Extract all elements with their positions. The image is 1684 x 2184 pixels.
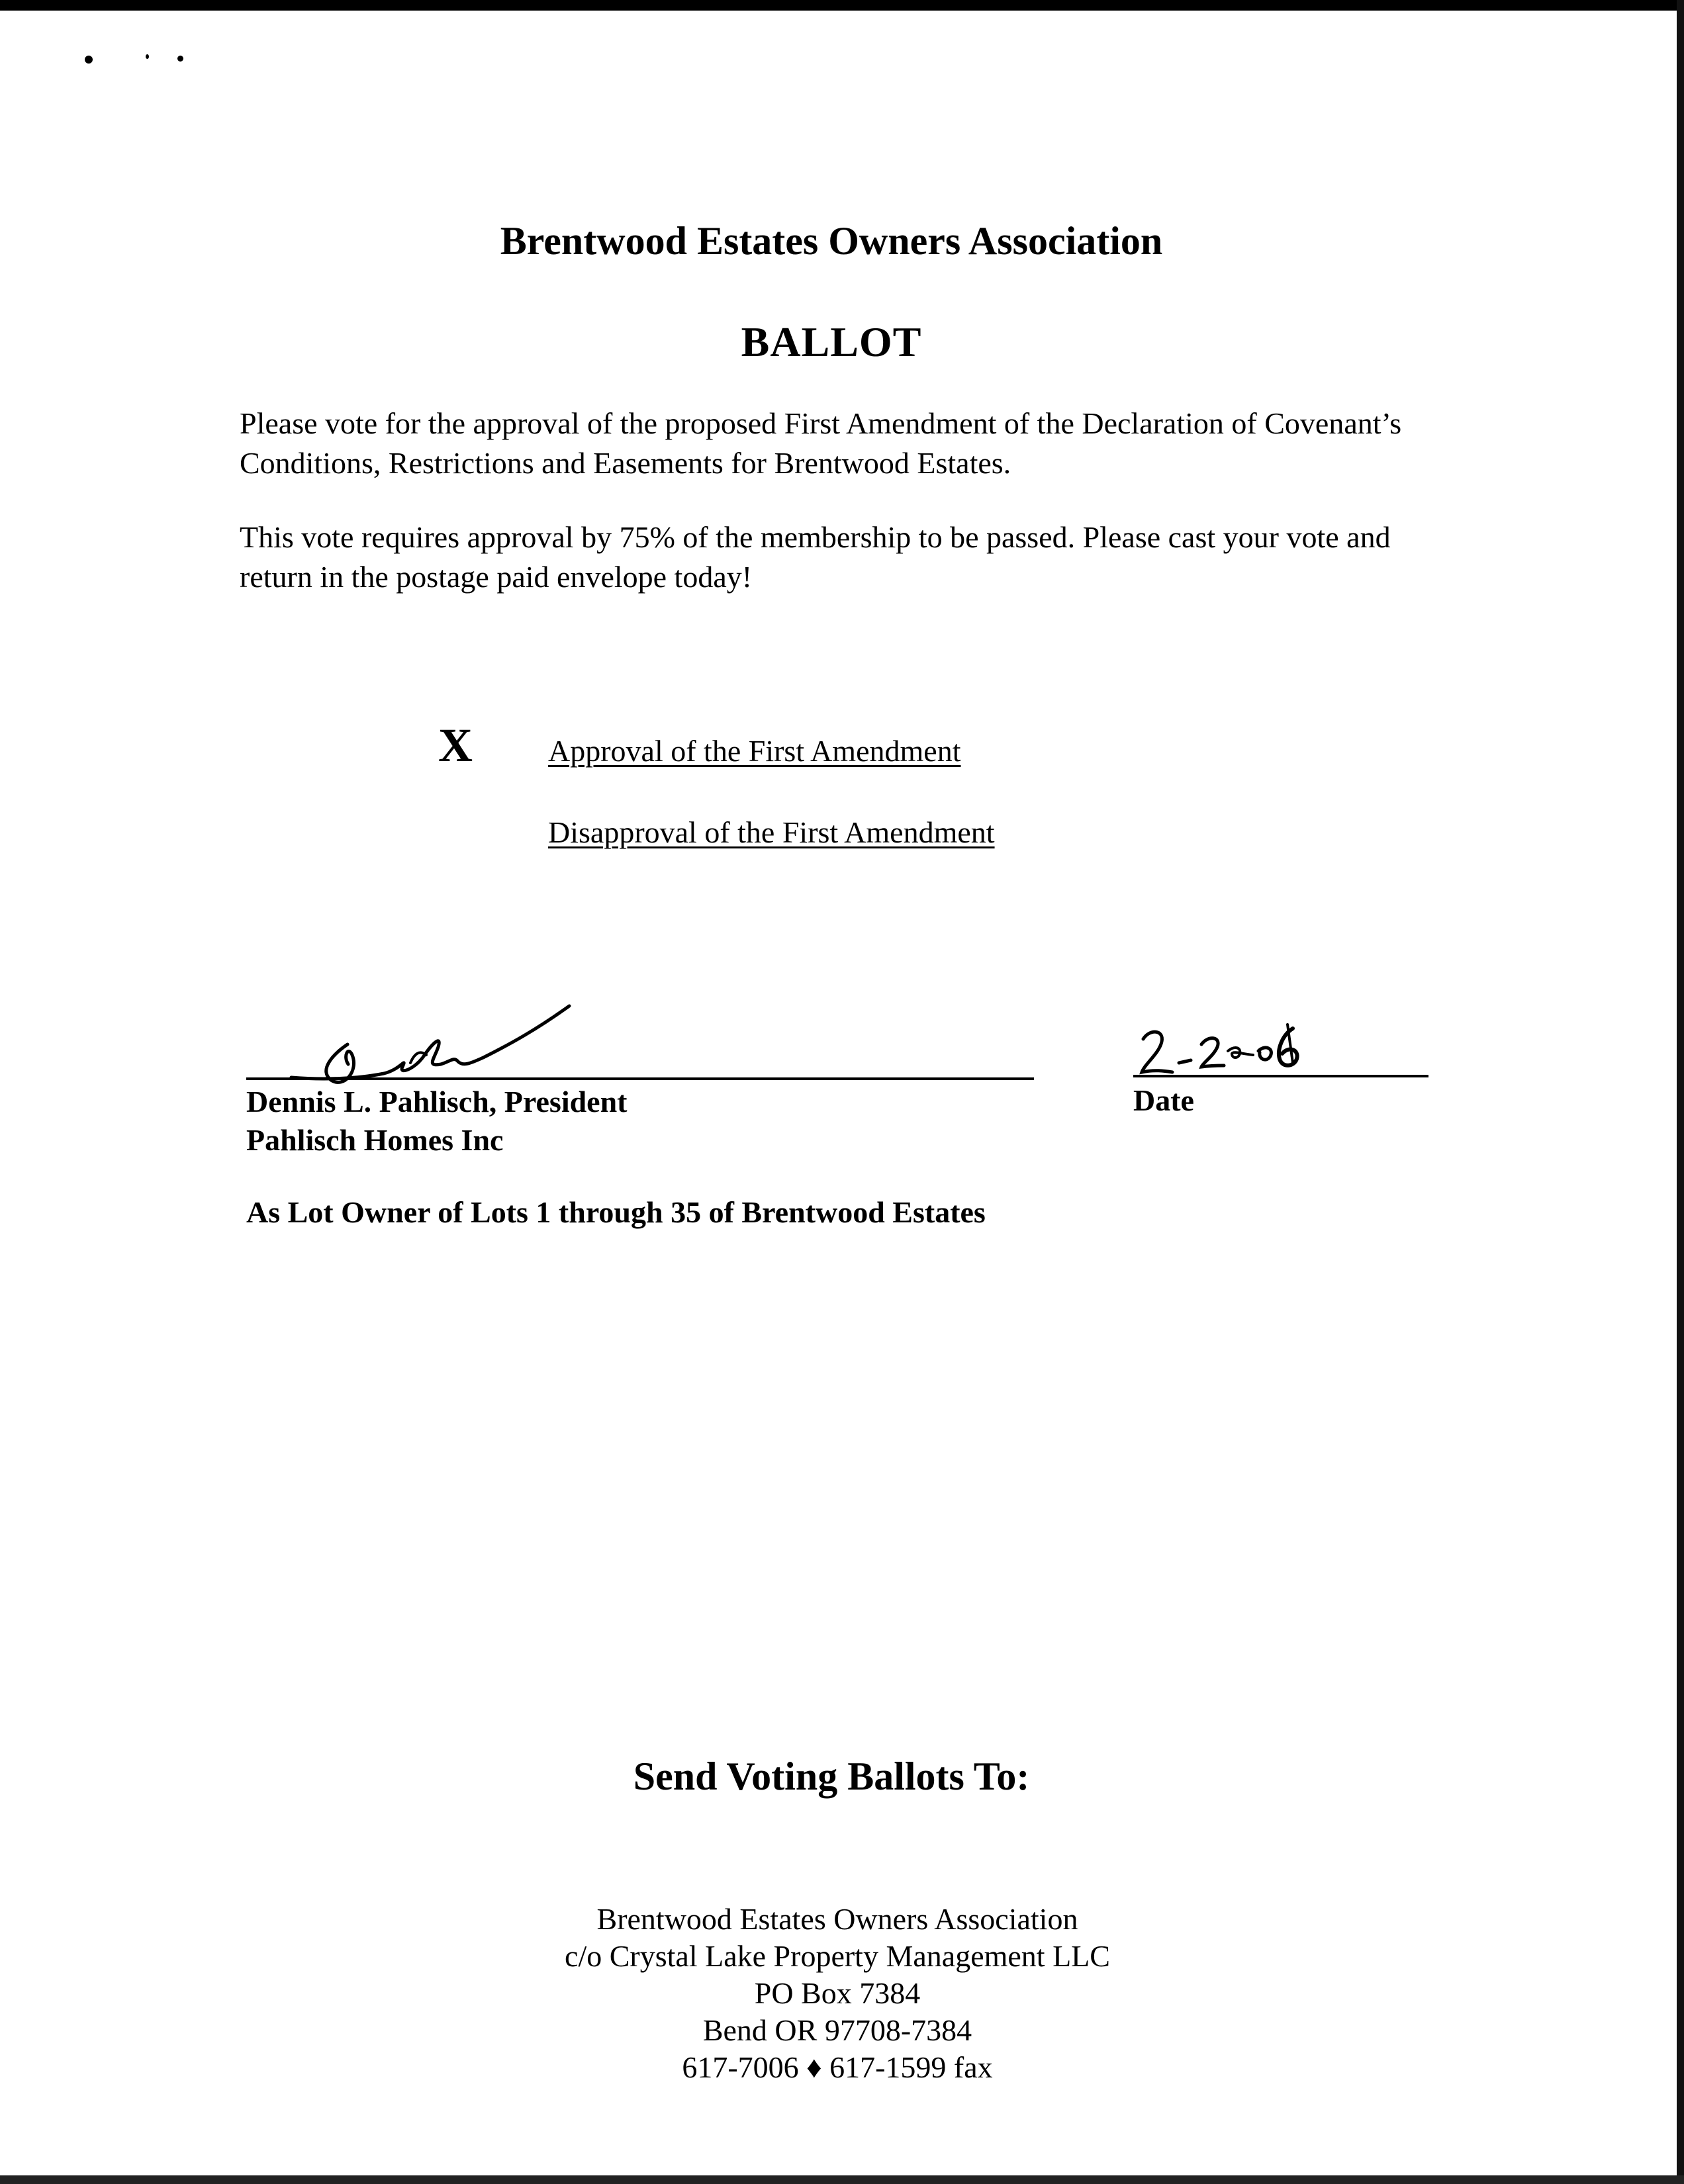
scan-bottom-edge (0, 2175, 1684, 2184)
scan-top-edge (0, 0, 1684, 11)
signer-name: Dennis L. Pahlisch, President (246, 1085, 628, 1118)
address-line: c/o Crystal Lake Property Management LLC (565, 1939, 1110, 1973)
instruction-paragraph-1: Please vote for the approval of the proposed First Amendment of the Declaration of Covenant’s Conditions, Restrictions and Easements for Brentwood Estates. (240, 406, 1402, 480)
date-label: Date (1133, 1083, 1194, 1117)
address-line: Brentwood Estates Owners Association (596, 1902, 1078, 1936)
address-line: PO Box 7384 (754, 1976, 921, 2010)
vote-mark-x[interactable]: X (438, 719, 473, 772)
instruction-paragraph-2: This vote requires approval by 75% of the membership to be passed. Please cast your vote and return in the postage paid envelope today! (240, 520, 1391, 594)
option-disapproval[interactable]: Disapproval of the First Amendment (548, 815, 995, 849)
option-approval[interactable]: Approval of the First Amendment (548, 734, 961, 768)
mailing-address (0, 1901, 1675, 2086)
signature-line (246, 1077, 1034, 1080)
signer-company: Pahlisch Homes Inc (246, 1123, 504, 1157)
scan-right-edge (1677, 0, 1684, 2184)
address-phone-fax: 617-7006 ♦ 617-1599 fax (682, 2050, 993, 2084)
scan-speck (85, 56, 93, 64)
address-line: Bend OR 97708-7384 (702, 2013, 972, 2047)
scan-speck (146, 54, 149, 59)
scan-speck (177, 56, 183, 62)
organization-title: Brentwood Estates Owners Association (500, 219, 1163, 263)
handwritten-date (1135, 1019, 1360, 1079)
date-line (1133, 1075, 1428, 1077)
lot-owner-statement: As Lot Owner of Lots 1 through 35 of Brentwood Estates (246, 1195, 986, 1229)
send-ballots-heading: Send Voting Ballots To: (633, 1754, 1030, 1798)
ballot-title: BALLOT (741, 318, 922, 365)
